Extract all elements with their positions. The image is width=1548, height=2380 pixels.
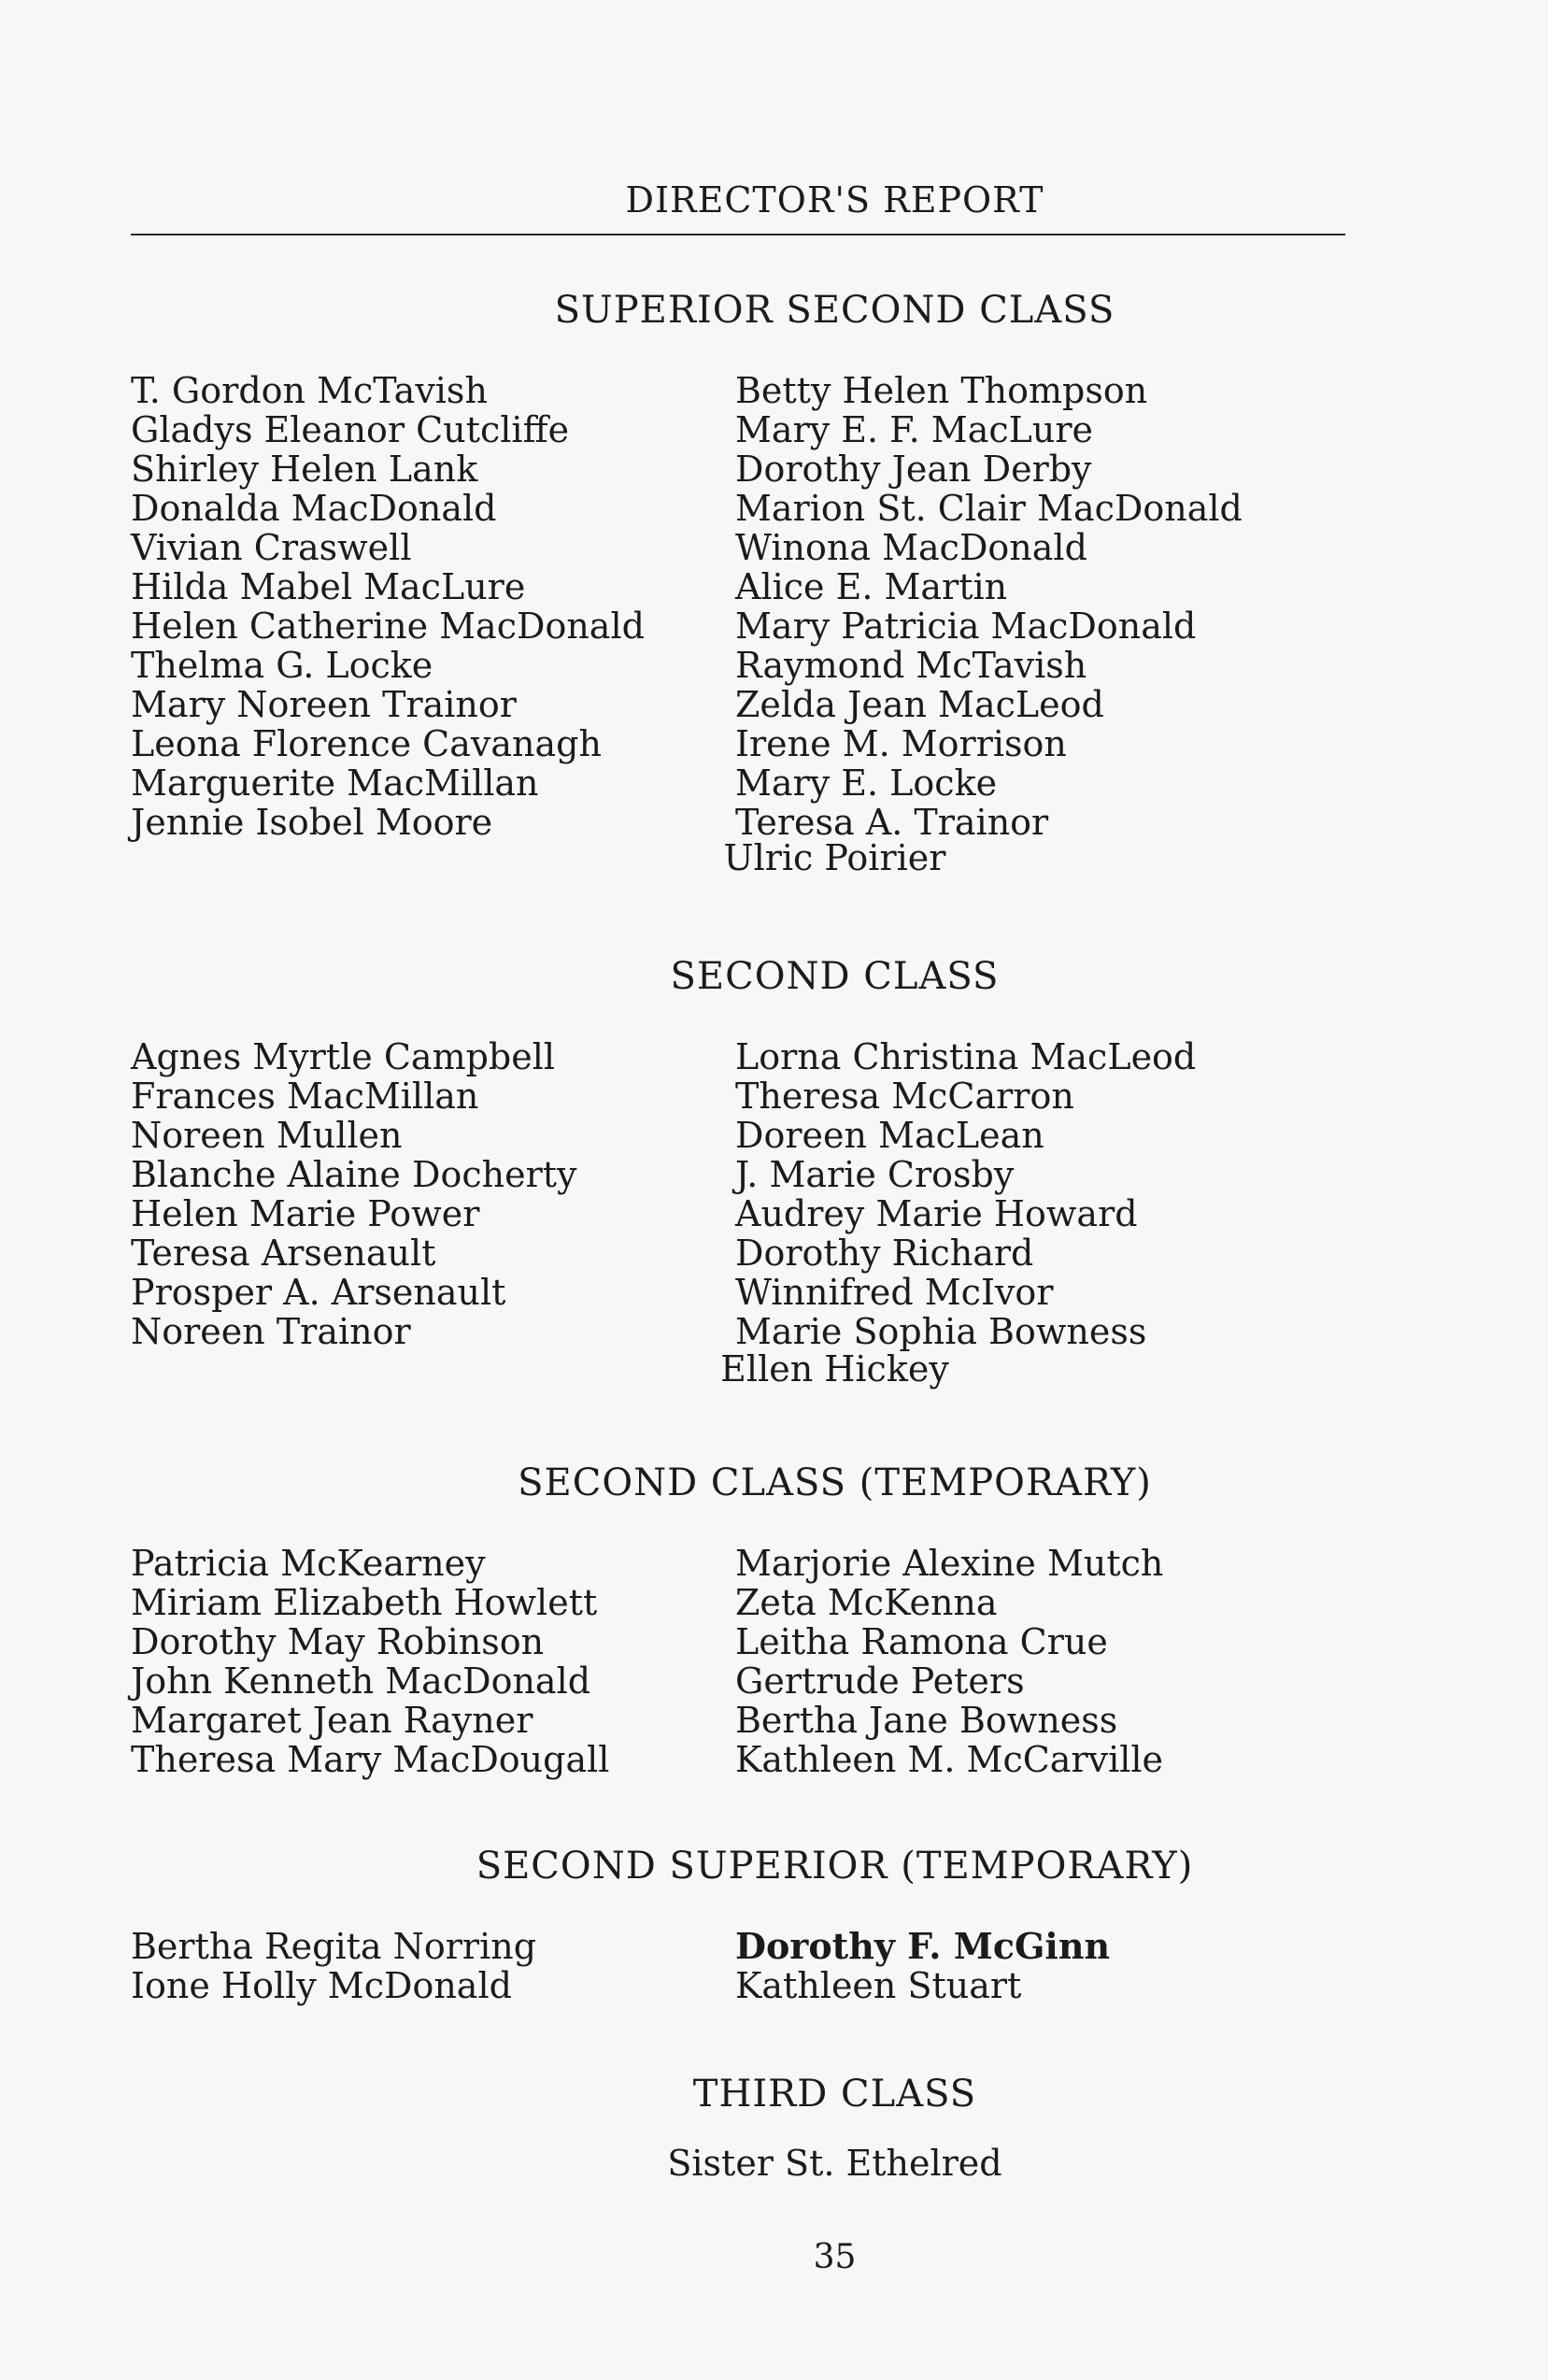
name-entry: Agnes Myrtle Campbell — [131, 1036, 556, 1077]
name-entry: Marguerite MacMillan — [131, 762, 539, 804]
name-entry: T. Gordon McTavish — [131, 370, 488, 411]
running-title: DIRECTOR'S REPORT — [625, 179, 1044, 221]
name-entry: Vivian Craswell — [131, 527, 412, 568]
right-column — [735, 1037, 1196, 1351]
section-second-class — [0, 953, 1548, 1390]
name-entry: Jennie Isobel Moore — [131, 802, 493, 843]
name-entry: Kathleen M. McCarville — [735, 1739, 1164, 1780]
name-entry: Gladys Eleanor Cutcliffe — [131, 409, 570, 450]
name-entry: Marjorie Alexine Mutch — [735, 1543, 1164, 1584]
name-entry: Teresa A. Trainor — [735, 802, 1049, 843]
name-entry: Margaret Jean Rayner — [131, 1700, 533, 1741]
section-heading: SECOND SUPERIOR (TEMPORARY) — [476, 1845, 1194, 1888]
name-entry: Dorothy Jean Derby — [735, 449, 1092, 490]
name-entry: Patricia McKearney — [131, 1543, 486, 1584]
name-entry: Lorna Christina MacLeod — [735, 1036, 1197, 1077]
name-entry: Winona MacDonald — [735, 527, 1087, 568]
name-entry: Betty Helen Thompson — [735, 370, 1148, 411]
name-entry: Noreen Trainor — [131, 1311, 411, 1352]
centered-name-entry: Ellen Hickey — [720, 1348, 949, 1390]
section-second-class-temporary — [0, 1460, 1548, 1780]
name-entry: Gertrude Peters — [735, 1660, 1025, 1702]
name-entry: Bertha Regita Norring — [131, 1926, 537, 1967]
right-column — [735, 1544, 1163, 1779]
left-column — [131, 1544, 609, 1779]
name-entry: Teresa Arsenault — [131, 1233, 436, 1274]
centered-name-entry: Sister St. Ethelred — [667, 2143, 1002, 2184]
name-entry: Zelda Jean MacLeod — [735, 684, 1104, 725]
name-entry: Leitha Ramona Crue — [735, 1621, 1108, 1662]
section-superior-second-class — [0, 287, 1548, 878]
name-entry: Raymond McTavish — [735, 645, 1087, 686]
section-third-class — [0, 2071, 1548, 2184]
name-entry: Dorothy May Robinson — [131, 1621, 545, 1662]
name-entry: Bertha Jane Bowness — [735, 1700, 1118, 1741]
name-entry: Helen Marie Power — [131, 1193, 480, 1234]
name-entry: Mary E. Locke — [735, 762, 998, 804]
name-entry: Thelma G. Locke — [131, 645, 433, 686]
name-entry: Dorothy Richard — [735, 1233, 1034, 1274]
section-heading: THIRD CLASS — [692, 2073, 977, 2116]
page-number: 35 — [813, 2238, 857, 2276]
name-entry: J. Marie Crosby — [735, 1154, 1015, 1195]
name-entry: Shirley Helen Lank — [131, 449, 478, 490]
name-entry: Doreen MacLean — [735, 1115, 1044, 1156]
name-entry: Prosper A. Arsenault — [131, 1272, 506, 1313]
name-entry: Blanche Alaine Docherty — [131, 1154, 577, 1195]
name-entry: Frances MacMillan — [131, 1076, 479, 1117]
name-entry: Dorothy F. McGinn — [735, 1925, 1111, 1967]
section-heading: SECOND CLASS — [670, 955, 1000, 998]
section-heading: SECOND CLASS (TEMPORARY) — [518, 1461, 1152, 1504]
name-entry: Zeta McKenna — [735, 1582, 998, 1623]
header-rule — [131, 234, 1345, 235]
centered-name-entry: Ulric Poirier — [723, 837, 946, 878]
section-second-superior-temporary — [0, 1843, 1548, 2006]
name-entry: Mary Patricia MacDonald — [735, 606, 1197, 647]
name-entry: Theresa McCarron — [735, 1076, 1074, 1117]
name-entry: Winnifred McIvor — [735, 1272, 1054, 1313]
name-entry: Donalda MacDonald — [131, 488, 497, 529]
right-column — [735, 371, 1243, 842]
name-entry: Miriam Elizabeth Howlett — [131, 1582, 598, 1623]
name-entry: Hilda Mabel MacLure — [131, 566, 526, 607]
name-entry: Leona Florence Cavanagh — [131, 723, 602, 764]
name-entry: Kathleen Stuart — [735, 1965, 1022, 2006]
left-column — [131, 371, 645, 842]
name-entry: Audrey Marie Howard — [735, 1193, 1138, 1234]
left-column — [131, 1927, 536, 2005]
name-entry: Marie Sophia Bowness — [735, 1311, 1147, 1352]
left-column — [131, 1037, 576, 1351]
name-entry: Mary E. F. MacLure — [735, 409, 1093, 450]
name-entry: Ione Holly McDonald — [131, 1965, 512, 2006]
name-entry: Mary Noreen Trainor — [131, 684, 517, 725]
name-entry: Noreen Mullen — [131, 1115, 403, 1156]
name-entry: John Kenneth MacDonald — [131, 1660, 591, 1702]
name-entry: Irene M. Morrison — [735, 723, 1067, 764]
name-entry: Helen Catherine MacDonald — [131, 606, 645, 647]
name-entry: Theresa Mary MacDougall — [131, 1739, 610, 1780]
right-column — [735, 1927, 1110, 2005]
name-entry: Alice E. Martin — [735, 566, 1008, 607]
name-entry: Marion St. Clair MacDonald — [735, 488, 1243, 529]
section-heading: SUPERIOR SECOND CLASS — [554, 289, 1115, 332]
